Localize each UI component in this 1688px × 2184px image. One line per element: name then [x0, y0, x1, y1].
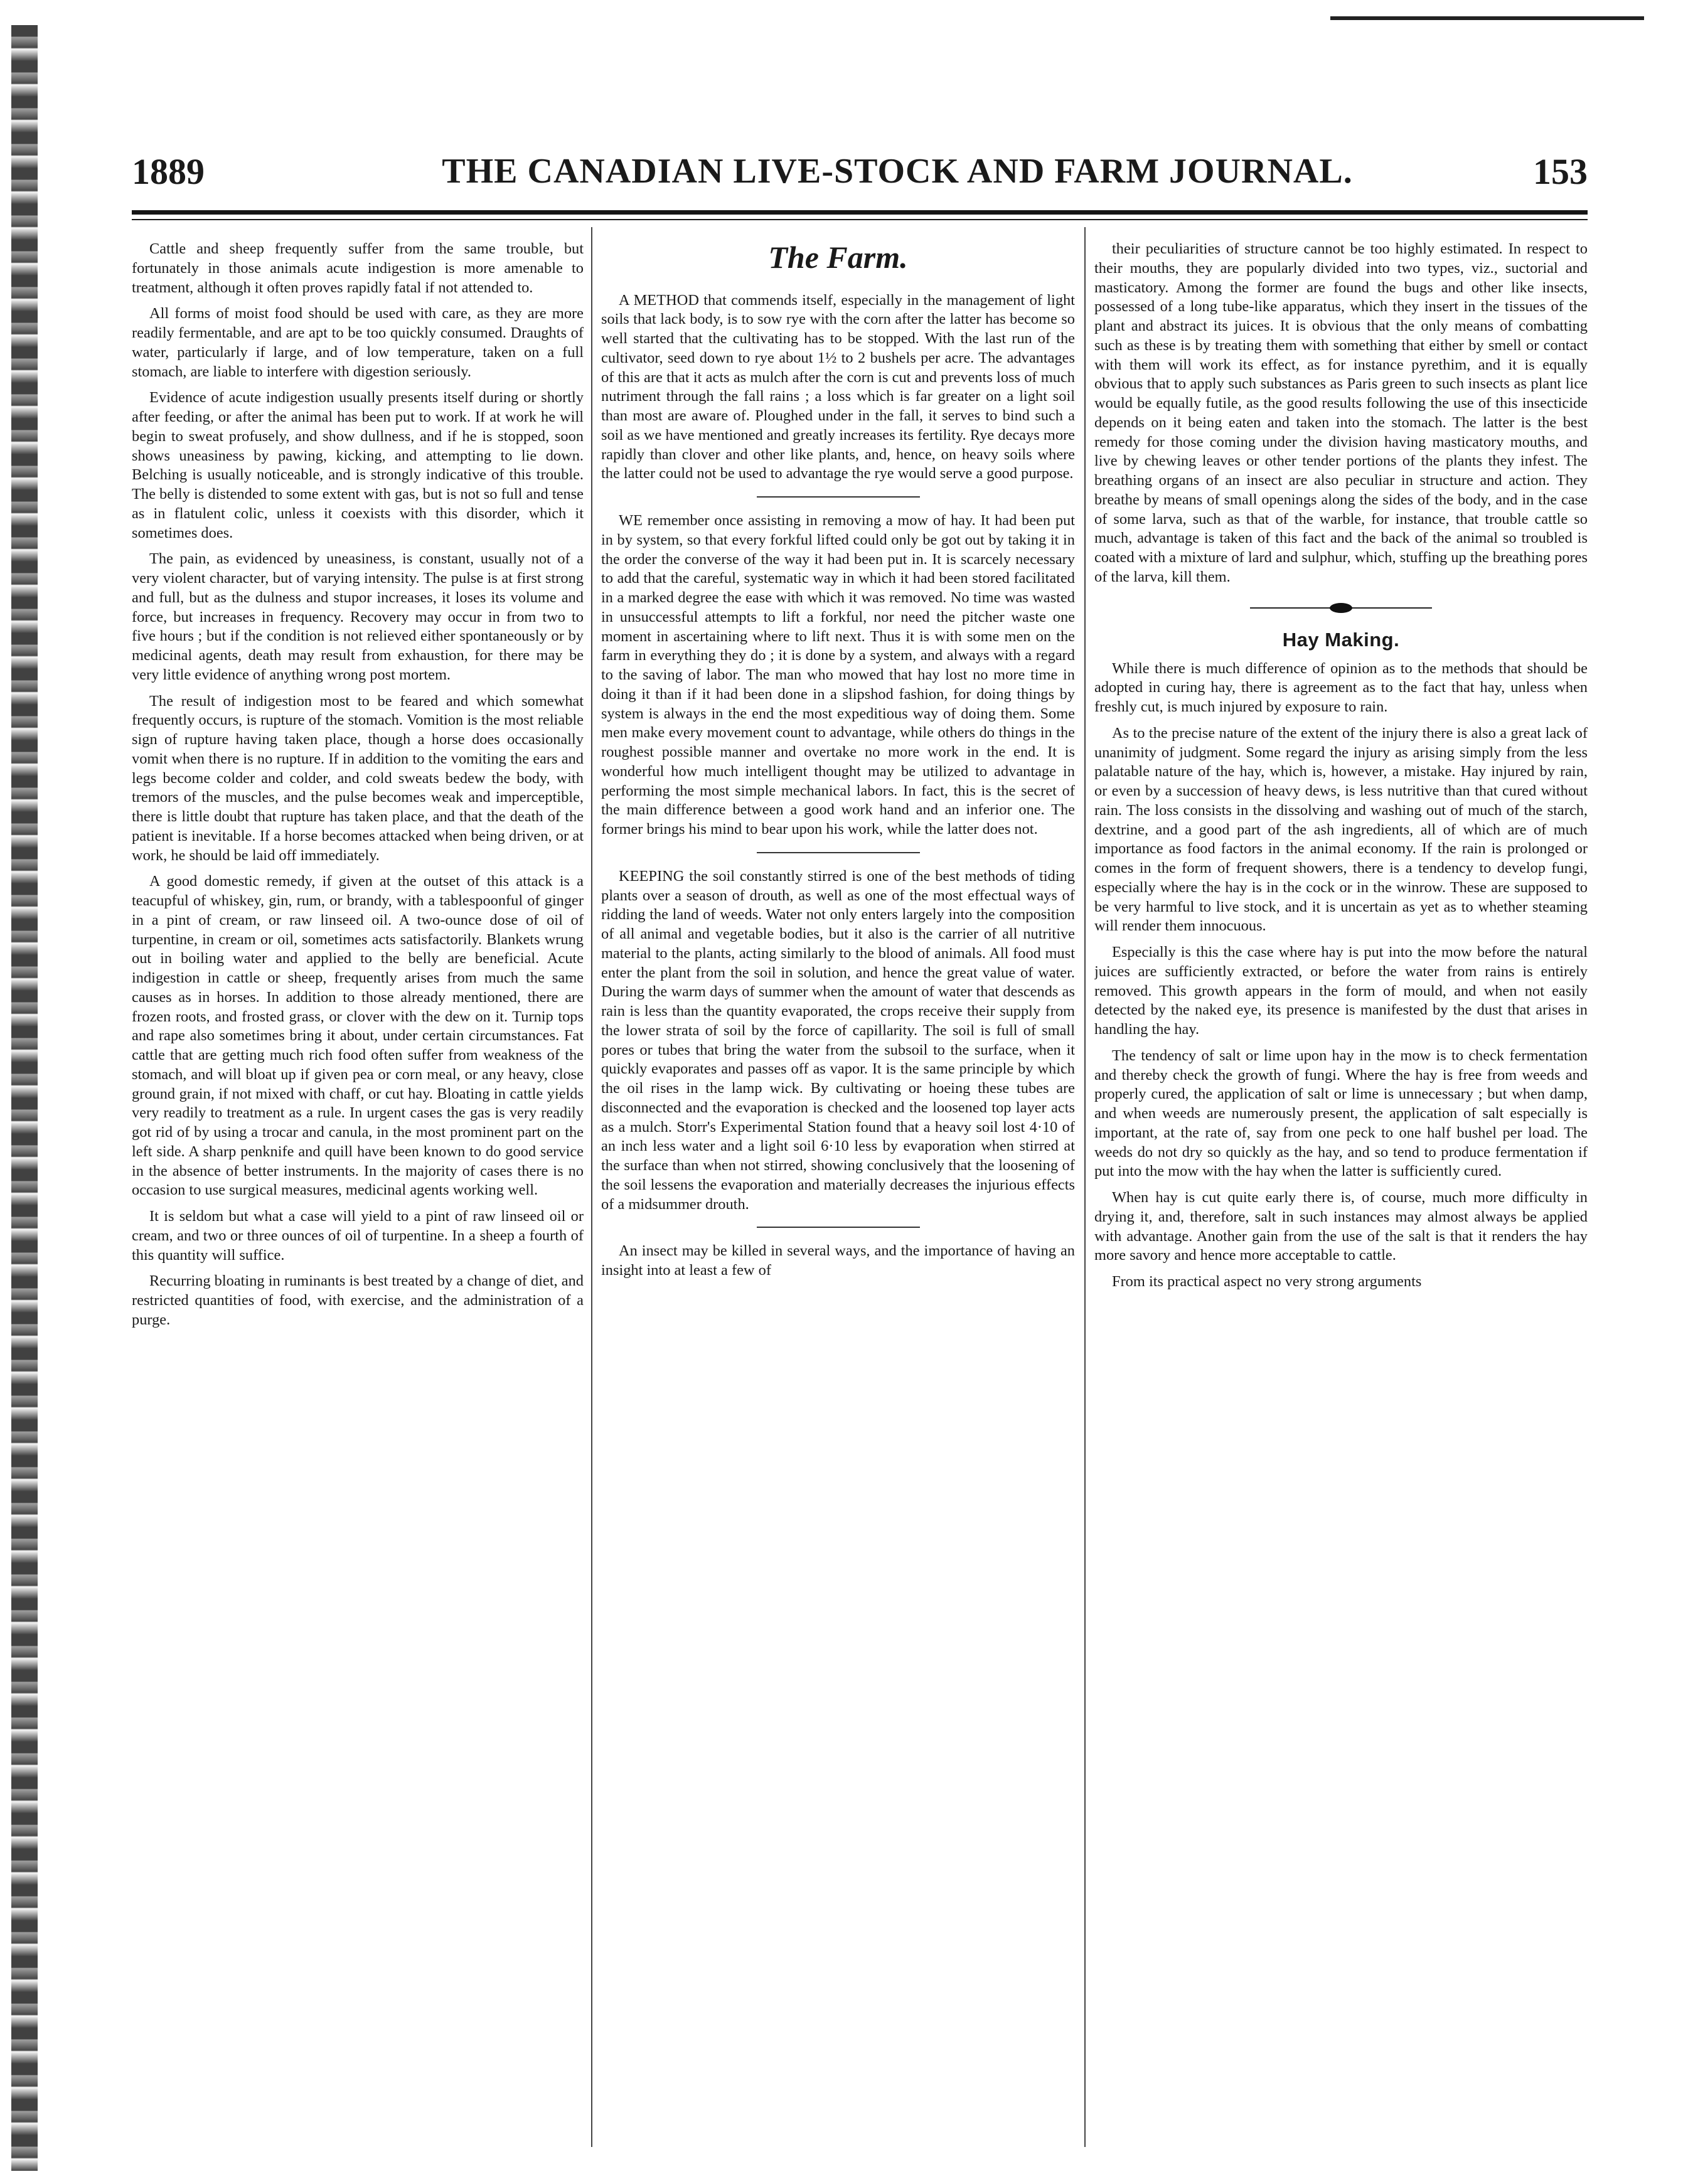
- left-paragraph: The pain, as evidenced by uneasiness, is constant, usually not of a very violent character, but of varying intensity. The pulse is at first strong and full, but as the dulness and stupor increases, it loses its volume and force, but increases in frequency. Recovery may occur in from two to five hours ; but if the condition is not relieved either spontaneously or by medicinal agents, death may result from exhaustion, for there may be very little evidence of anything wrong post mortem.: [132, 550, 584, 683]
- middle-paragraph: KEEPING the soil constantly stirred is one of the best methods of tiding plants over a season of drouth, as well as one of the most effectual ways of ridding the land of weeds. Water not only enters largely into the composition of all animal and vegetable bodies, but it also is the carrier of all nutritive material to the plants, acting similarly to the blood of animals. All food must enter the plant from the soil in solution, and hence the great value of water. During the warm days of summer when the amount of water that descends as rain is less than the quantity evaporated, the crops receive their supply from the lower strata of soil by the force of capillarity. The soil is full of small pores or tubes that bring the water from the subsoil to the surface, when it quickly evaporates and passes off as vapor. It is the same principle by which the oil rises in the lamp wick. By cultivating or hoeing these tubes are disconnected and the evaporation is checked and the loosened top layer acts as a mulch. Storr's Experimental Station found that a heavy soil lost 4·10 of an inch less water and a light soil 6·10 less by evaporation when stirred at the surface than when not stirred, showing conclusively that the loosening of the soil lessens the evaporation and materially decreases the injurious effects of a midsummer drouth.: [601, 867, 1075, 1213]
- short-divider: [757, 496, 920, 498]
- hay-paragraph: From its practical aspect no very strong arguments: [1112, 1273, 1422, 1291]
- left-column: [132, 240, 584, 2141]
- publication-year: 1889: [132, 151, 205, 192]
- column-divider-left: [591, 227, 592, 2147]
- hay-paragraph: While there is much difference of opinion as to the methods that should be adopted in curing hay, there is agreement as to the fact that hay, unless when freshly cut, is much injured by exposure to rain.: [1094, 659, 1588, 716]
- ornamental-divider: [1250, 602, 1432, 614]
- left-paragraph: Evidence of acute indigestion usually presents itself during or shortly after feeding, or after the animal has been put to work. If at work he will begin to sweat profusely, and show dullness, and if he is stopped, soon shows uneasiness by pawing, kicking, and attempting to lie down. Belching is usually noticeable, and is strongly indicative of this trouble. The belly is distended to some extent with gas, but is not so full and tense as in flatulent colic, unless it coexists with this disorder, which it sometimes does.: [132, 389, 584, 541]
- hay-making-heading: Hay Making.: [1282, 628, 1400, 651]
- hay-paragraph: As to the precise nature of the extent of the injury there is also a great lack of unanimity of judgment. Some regard the injury as arising simply from the less palatable nature of the hay, which is, however, a mistake. Hay injured by rain, or even by a succession of heavy dews, is less nutritive than that cured without rain. The loss consists in the dissolving and washing out of much of the starch, dextrine, and a good part of the ash ingredients, all of which are of much importance as food factors in the animal economy. If the rain is prolonged or comes in the form of frequent showers, there is a tendency to develop fungi, especially where the hay is in the cock or in the winrow. These are supposed to be very harmful to live stock, and it is uncertain as yet as to whether steaming will render them innocuous.: [1094, 724, 1588, 935]
- column-divider-right: [1084, 227, 1086, 2147]
- left-paragraph: All forms of moist food should be used with care, as they are more readily fermentable, and are apt to be too quickly consumed. Draughts of water, particularly if large, and of low temperature, taken on a full stomach, are liable to interfere with digestion seriously.: [132, 305, 584, 380]
- middle-paragraph: An insect may be killed in several ways, and the importance of having an insight into at least a few of: [601, 1242, 1075, 1279]
- header-rule-thin: [132, 219, 1588, 220]
- left-paragraph: It is seldom but what a case will yield to a pint of raw linseed oil or cream, and two or three ounces of oil of turpentine. In a sheep a fourth of this quantity will suffice.: [132, 1208, 584, 1264]
- header-rule-thick: [132, 210, 1588, 215]
- section-title: The Farm.: [768, 240, 908, 275]
- middle-paragraph: A METHOD that commends itself, especially in the management of light soils that lack body, is to sow rye with the corn after the latter has become so well started that the cultivating has to be stopped. With the last run of the cultivator, seed down to rye about 1½ to 2 bushels per acre. The advantages of this are that it acts as mulch after the corn is cut and prevents loss of much nutriment through the fall rains ; a loss which is far greater on a light soil than most are aware of. Ploughed under in the fall, it serves to bind such a soil as we have mentioned and greatly increases its fertility. Rye decays more rapidly than clover and other like plants, and, hence, on heavy soils where the latter could not be used to advantage the rye would serve a good purpose.: [601, 291, 1075, 482]
- hay-paragraph: Especially is this the case where hay is put into the mow before the natural juices are sufficiently extracted, or before the water from rains is entirely removed. This growth appears in the form of mould, and when not easily detected by the naked eye, its presence is manifested by the dust that arises in handling the hay.: [1094, 944, 1588, 1038]
- left-paragraph: The result of indigestion most to be feared and which somewhat frequently occurs, is rupture of the stomach. Vomition is the most reliable sign of rupture having taken place, though a horse does occasionally vomit when there is no rupture. If in addition to the vomiting the ears and legs become colder and colder, and cold sweats bedew the body, with tremors of the muscles, and the pulse becomes weak and imperceptible, there is little doubt that rupture has taken place, and that the death of the patient is inevitable. If a horse becomes attacked when being driven, or at work, he should be laid off immediately.: [132, 692, 584, 864]
- left-paragraph: A good domestic remedy, if given at the outset of this attack is a teacupful of whiskey, gin, rum, or brandy, with a tablespoonful of ginger in a pint of cream, or raw linseed oil. A two-ounce dose of oil of turpentine, in cream or oil, sometimes acts satisfactorily. Blankets wrung out in boiling water and applied to the belly are beneficial. Acute indigestion in cattle or sheep, frequently arises from much the same causes as in horses. In addition to those already mentioned, there are frozen roots, and frosted grass, or clover with the dew on it. Turnip tops and rape also sometimes bring it about, under certain circumstances. Fat cattle that are getting much rich food often suffer from weakness of the stomach, and will bloat up if given pea or corn meal, or any heavy, close ground grain, if not mixed with chaff, or cut hay. Bloating in cattle yields very readily to treatment as a rule. In urgent cases the gas is very readily got rid of by using a trocar and canula, in the most prominent part on the left side. A sharp penknife and quill have been known to do good service in the absence of better instruments. In the majority of cases there is no occasion to use surgical measures, medicinal agents working well.: [132, 873, 584, 1199]
- hay-paragraph: When hay is cut quite early there is, of course, much more difficulty in drying it, and, therefore, salt in such instances may almost always be applied with advantage. Another gain from the use of the salt is that it renders the hay more savory and hence more acceptable to cattle.: [1094, 1189, 1588, 1264]
- journal-title: THE CANADIAN LIVE-STOCK AND FARM JOURNAL.: [442, 152, 1353, 191]
- left-paragraph: Cattle and sheep frequently suffer from the same trouble, but fortunately in those animals acute indigestion is more amenable to treatment, although it often proves rapidly fatal if not attended to.: [132, 240, 584, 296]
- left-paragraph: Recurring bloating in ruminants is best treated by a change of diet, and restricted quantities of food, with exercise, and the administration of a purge.: [132, 1272, 584, 1328]
- right-column: [1094, 240, 1588, 2141]
- short-divider: [757, 852, 920, 853]
- middle-paragraph: WE remember once assisting in removing a mow of hay. It had been put in by system, so that every forkful lifted could only be got out by taking it in the order the converse of the way it had been put in. It is scarcely necessary to add that the careful, systematic way in which it had been stored facilitated in a marked degree the ease with which it was removed. No time was wasted in unsuccessful attempts to lift a forkful, nor need the pitcher waste one moment in ascertaining where to lift next. Thus it is with some men on the farm in everything they do ; it is done by a system, and always with a regard to the saving of labor. The man who mowed that hay lost no more time in doing it than if it had been done in a slipshod fashion, for doing things by system is always in the end the most expeditious way of doing them. Some men make every movement count to advantage, while others do things in the roughest possible manner and overtake no more work in the end. It is wonderful how much intelligent thought may be utilized to advantage in performing the most simple mechanical labors. In fact, this is the secret of the main difference between a good work hand and an inferior one. The former brings his mind to bear upon his work, while the latter does not.: [601, 512, 1075, 838]
- top-rule: [1330, 16, 1644, 20]
- page-number: 153: [1533, 151, 1588, 192]
- right-paragraph: their peculiarities of structure cannot be too highly estimated. In respect to their mouths, they are popularly divided into two types, viz., suctorial and masticatory. Among the former are found the bugs and other like insects, possessed of a long tube-like apparatus, which they insert in the tissues of the plant and abstract its juices. It is obvious that the only means of combatting such as these is by treating them with something that either by smell or contact with them will work its effect, as for instance pyrethim, and it is equally obvious that to apply such substances as Paris green to such insects as plant lice would be equally futile, as the good results following the use of this insecticide depends on it being eaten and taken into the stomach. The latter is the best remedy for those coming under the division having masticatory mouths, and live by chewing leaves or other tender portions of the plants they infest. The breathing organs of an insect are also peculiar in structure and action. They breathe by means of small openings along the sides of the body, and in the case of some larva, such as that of the warble, for instance, that trouble cattle so much, advantage is taken of this fact and the back of the animal so troubled is coated with a mixture of lard and sulphur, which, stuffing up the breathing pores of the larva, kill them.: [1094, 240, 1588, 585]
- short-divider: [757, 1227, 920, 1228]
- scan-border: [11, 25, 38, 2171]
- page-header: [132, 151, 1588, 210]
- middle-column: [601, 240, 1075, 2141]
- hay-paragraph: The tendency of salt or lime upon hay in the mow is to check fermentation and thereby check the growth of fungi. Where the hay is free from weeds and properly cured, the application of salt or lime is unnecessary ; but when damp, and when weeds are numerously present, the application of salt especially is important, at the rate of, say from one peck to one half bushel per load. The weeds do not dry so quickly as the hay, and so tend to produce fermentation if put into the mow with the hay when the latter is sufficiently cured.: [1094, 1047, 1588, 1180]
